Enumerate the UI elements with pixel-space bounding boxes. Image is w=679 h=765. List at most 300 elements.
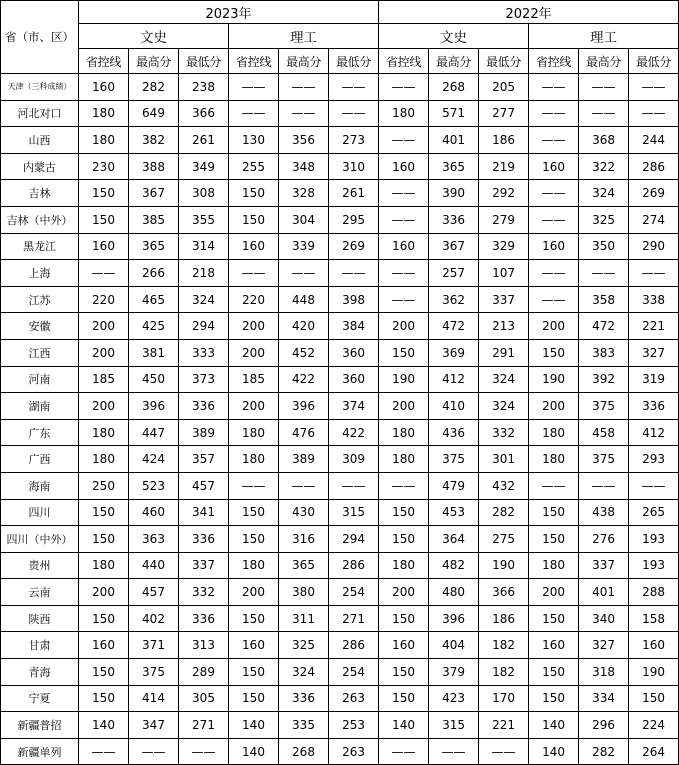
score-cell: 339 — [279, 233, 329, 260]
score-cell: —— — [279, 74, 329, 101]
score-cell: 448 — [279, 286, 329, 313]
score-cell: 438 — [579, 499, 629, 526]
score-cell: 200 — [379, 393, 429, 420]
score-cell: 286 — [629, 153, 679, 180]
score-cell: 140 — [229, 712, 279, 739]
province-cell: 吉林（中外） — [1, 206, 79, 233]
score-cell: 180 — [229, 419, 279, 446]
score-cell: —— — [629, 472, 679, 499]
score-cell: 271 — [179, 712, 229, 739]
score-cell: 336 — [179, 526, 229, 553]
score-cell: 350 — [579, 233, 629, 260]
score-cell: 186 — [479, 127, 529, 154]
score-cell: 160 — [629, 632, 679, 659]
score-cell: —— — [279, 472, 329, 499]
score-cell: 374 — [329, 393, 379, 420]
score-cell: 220 — [79, 286, 129, 313]
score-cell: —— — [329, 74, 379, 101]
score-cell: 150 — [79, 180, 129, 207]
province-cell: 内蒙古 — [1, 153, 79, 180]
score-cell: 150 — [529, 526, 579, 553]
score-cell: —— — [379, 74, 429, 101]
score-cell: 336 — [429, 206, 479, 233]
score-cell: 294 — [329, 526, 379, 553]
score-cell: 140 — [229, 738, 279, 765]
score-cell: 381 — [129, 339, 179, 366]
score-cell: 401 — [429, 127, 479, 154]
province-cell: 江西 — [1, 339, 79, 366]
score-cell: 273 — [329, 127, 379, 154]
score-cell: 380 — [279, 579, 329, 606]
score-cell: —— — [329, 100, 379, 127]
table-row — [1, 738, 679, 765]
score-cell: 160 — [229, 632, 279, 659]
province-cell: 宁夏 — [1, 685, 79, 712]
score-cell: —— — [229, 260, 279, 287]
score-cell: 523 — [129, 472, 179, 499]
table-body — [1, 74, 679, 765]
score-cell: 414 — [129, 685, 179, 712]
score-cell: 180 — [379, 552, 429, 579]
score-cell: 158 — [629, 605, 679, 632]
score-cell: 150 — [379, 605, 429, 632]
score-cell: 332 — [479, 419, 529, 446]
score-cell: 649 — [129, 100, 179, 127]
score-cell: 160 — [529, 153, 579, 180]
score-cell: 328 — [279, 180, 329, 207]
table-row — [1, 74, 679, 101]
score-cell: 180 — [529, 419, 579, 446]
score-cell: 360 — [329, 366, 379, 393]
score-cell: 453 — [429, 499, 479, 526]
score-cell: —— — [79, 738, 129, 765]
score-cell: 308 — [179, 180, 229, 207]
table-row — [1, 632, 679, 659]
score-cell: 282 — [129, 74, 179, 101]
score-cell: 324 — [579, 180, 629, 207]
province-cell: 海南 — [1, 472, 79, 499]
score-cell: 322 — [579, 153, 629, 180]
score-cell: 311 — [279, 605, 329, 632]
score-cell: 200 — [229, 339, 279, 366]
score-cell: 305 — [179, 685, 229, 712]
score-cell: 238 — [179, 74, 229, 101]
score-cell: 293 — [629, 446, 679, 473]
score-cell: 367 — [429, 233, 479, 260]
score-cell: 375 — [429, 446, 479, 473]
score-cell: 150 — [529, 499, 579, 526]
score-cell: 150 — [529, 685, 579, 712]
column-header-min-score: 最低分 — [629, 49, 679, 74]
score-cell: 150 — [379, 685, 429, 712]
score-cell: —— — [429, 738, 479, 765]
score-cell: 314 — [179, 233, 229, 260]
table-row — [1, 552, 679, 579]
score-cell: —— — [79, 260, 129, 287]
province-cell: 甘肃 — [1, 632, 79, 659]
province-cell: 贵州 — [1, 552, 79, 579]
score-cell: 230 — [79, 153, 129, 180]
column-header-control-line: 省控线 — [79, 49, 129, 74]
category-science-2023: 理工 — [229, 24, 379, 49]
score-cell: 271 — [329, 605, 379, 632]
score-cell: 324 — [179, 286, 229, 313]
score-cell: 200 — [229, 313, 279, 340]
province-cell: 黑龙江 — [1, 233, 79, 260]
score-cell: —— — [329, 260, 379, 287]
score-cell: 180 — [379, 100, 429, 127]
table-row — [1, 313, 679, 340]
score-cell: 368 — [579, 127, 629, 154]
score-cell: 338 — [629, 286, 679, 313]
province-cell: 山西 — [1, 127, 79, 154]
column-header-control-line: 省控线 — [529, 49, 579, 74]
score-cell: —— — [229, 74, 279, 101]
score-cell: 180 — [79, 419, 129, 446]
score-cell: —— — [379, 127, 429, 154]
score-cell: 160 — [379, 153, 429, 180]
score-cell: 396 — [429, 605, 479, 632]
score-cell: 200 — [79, 339, 129, 366]
score-cell: 333 — [179, 339, 229, 366]
score-cell: 221 — [629, 313, 679, 340]
score-cell: 150 — [79, 526, 129, 553]
province-cell: 广东 — [1, 419, 79, 446]
score-cell: 140 — [79, 712, 129, 739]
score-cell: 160 — [379, 233, 429, 260]
score-cell: 347 — [129, 712, 179, 739]
score-cell: 264 — [629, 738, 679, 765]
province-column-header: 省（市、区） — [1, 1, 79, 74]
score-cell: —— — [579, 74, 629, 101]
score-cell: 436 — [429, 419, 479, 446]
score-cell: 180 — [79, 100, 129, 127]
table-row — [1, 286, 679, 313]
score-cell: 336 — [179, 393, 229, 420]
score-cell: —— — [529, 180, 579, 207]
score-cell: 150 — [379, 526, 429, 553]
score-cell: 190 — [529, 366, 579, 393]
score-cell: 412 — [629, 419, 679, 446]
score-cell: 335 — [279, 712, 329, 739]
score-cell: —— — [579, 472, 629, 499]
score-cell: 440 — [129, 552, 179, 579]
score-cell: —— — [379, 260, 429, 287]
score-cell: 282 — [479, 499, 529, 526]
score-cell: —— — [379, 286, 429, 313]
score-cell: 213 — [479, 313, 529, 340]
score-cell: 180 — [79, 127, 129, 154]
score-cell: —— — [179, 738, 229, 765]
score-cell: 277 — [479, 100, 529, 127]
score-cell: 150 — [229, 499, 279, 526]
score-cell: 336 — [179, 605, 229, 632]
score-cell: 366 — [179, 100, 229, 127]
year-header-row — [1, 1, 679, 24]
score-cell: 452 — [279, 339, 329, 366]
score-cell: 412 — [429, 366, 479, 393]
column-header-min-score: 最低分 — [329, 49, 379, 74]
score-cell: 190 — [379, 366, 429, 393]
score-cell: 254 — [329, 659, 379, 686]
score-cell: 193 — [629, 526, 679, 553]
score-cell: 364 — [429, 526, 479, 553]
table-row — [1, 206, 679, 233]
score-cell: 360 — [329, 339, 379, 366]
score-cell: 140 — [529, 712, 579, 739]
score-cell: 340 — [579, 605, 629, 632]
score-cell: 180 — [79, 446, 129, 473]
score-cell: 200 — [529, 313, 579, 340]
score-cell: 316 — [279, 526, 329, 553]
score-cell: 385 — [129, 206, 179, 233]
score-cell: 160 — [79, 233, 129, 260]
score-cell: 180 — [229, 446, 279, 473]
score-cell: 150 — [379, 499, 429, 526]
score-cell: 150 — [229, 659, 279, 686]
score-cell: 337 — [479, 286, 529, 313]
table-row — [1, 446, 679, 473]
score-cell: 313 — [179, 632, 229, 659]
score-cell: 160 — [529, 233, 579, 260]
category-science-2022: 理工 — [529, 24, 679, 49]
score-cell: 268 — [279, 738, 329, 765]
score-cell: 363 — [129, 526, 179, 553]
score-cell: 384 — [329, 313, 379, 340]
score-cell: 458 — [579, 419, 629, 446]
score-cell: —— — [529, 74, 579, 101]
score-cell: 263 — [329, 738, 379, 765]
table-row — [1, 712, 679, 739]
score-cell: 389 — [179, 419, 229, 446]
score-cell: —— — [329, 472, 379, 499]
score-cell: 200 — [229, 579, 279, 606]
table-row — [1, 472, 679, 499]
score-cell: 160 — [529, 632, 579, 659]
table-row — [1, 685, 679, 712]
score-cell: 482 — [429, 552, 479, 579]
score-cell: 304 — [279, 206, 329, 233]
province-cell: 广西 — [1, 446, 79, 473]
score-cell: 358 — [579, 286, 629, 313]
score-cell: 402 — [129, 605, 179, 632]
score-cell: 274 — [629, 206, 679, 233]
score-cell: 140 — [529, 738, 579, 765]
score-cell: 130 — [229, 127, 279, 154]
score-cell: 150 — [529, 605, 579, 632]
score-cell: —— — [129, 738, 179, 765]
score-cell: 348 — [279, 153, 329, 180]
score-cell: 255 — [229, 153, 279, 180]
score-cell: 447 — [129, 419, 179, 446]
score-cell: 160 — [229, 233, 279, 260]
score-cell: 315 — [329, 499, 379, 526]
score-cell: 150 — [529, 339, 579, 366]
column-header-max-score: 最高分 — [579, 49, 629, 74]
score-cell: 327 — [579, 632, 629, 659]
score-cell: —— — [279, 100, 329, 127]
score-cell: 253 — [329, 712, 379, 739]
score-cell: —— — [629, 74, 679, 101]
score-cell: 423 — [429, 685, 479, 712]
score-cell: 150 — [229, 685, 279, 712]
score-cell: 266 — [129, 260, 179, 287]
score-cell: 301 — [479, 446, 529, 473]
score-cell: 389 — [279, 446, 329, 473]
table-row — [1, 100, 679, 127]
score-cell: 261 — [329, 180, 379, 207]
score-cell: 160 — [79, 74, 129, 101]
score-cell: 404 — [429, 632, 479, 659]
score-cell: 571 — [429, 100, 479, 127]
score-cell: 190 — [629, 659, 679, 686]
province-cell: 陕西 — [1, 605, 79, 632]
score-cell: 279 — [479, 206, 529, 233]
score-cell: 396 — [279, 393, 329, 420]
score-cell: 369 — [429, 339, 479, 366]
score-cell: 294 — [179, 313, 229, 340]
score-cell: 150 — [229, 605, 279, 632]
score-cell: 269 — [329, 233, 379, 260]
score-cell: 315 — [429, 712, 479, 739]
score-cell: 250 — [79, 472, 129, 499]
score-cell: 365 — [429, 153, 479, 180]
score-cell: 375 — [579, 393, 629, 420]
score-cell: 410 — [429, 393, 479, 420]
table-header — [1, 1, 679, 74]
score-cell: 182 — [479, 632, 529, 659]
score-cell: 367 — [129, 180, 179, 207]
score-cell: —— — [529, 472, 579, 499]
table-row — [1, 153, 679, 180]
score-cell: 292 — [479, 180, 529, 207]
score-cell: 472 — [579, 313, 629, 340]
score-cell: —— — [529, 127, 579, 154]
score-cell: 276 — [579, 526, 629, 553]
score-cell: 200 — [229, 393, 279, 420]
column-header-control-line: 省控线 — [229, 49, 279, 74]
year-2023-header: 2023年 — [79, 1, 379, 24]
score-cell: 180 — [379, 446, 429, 473]
score-cell: 476 — [279, 419, 329, 446]
score-cell: 290 — [629, 233, 679, 260]
year-2022-header: 2022年 — [379, 1, 679, 24]
score-cell: 140 — [379, 712, 429, 739]
score-cell: 263 — [329, 685, 379, 712]
score-cell: 319 — [629, 366, 679, 393]
score-cell: 388 — [129, 153, 179, 180]
score-cell: 430 — [279, 499, 329, 526]
score-cell: —— — [379, 472, 429, 499]
score-cell: 336 — [629, 393, 679, 420]
score-cell: 480 — [429, 579, 479, 606]
score-cell: 275 — [479, 526, 529, 553]
score-cell: 224 — [629, 712, 679, 739]
score-cell: 219 — [479, 153, 529, 180]
table-row — [1, 526, 679, 553]
score-cell: 200 — [379, 579, 429, 606]
score-cell: 150 — [629, 685, 679, 712]
score-cell: —— — [379, 180, 429, 207]
table-row — [1, 127, 679, 154]
score-cell: 291 — [479, 339, 529, 366]
score-cell: —— — [229, 472, 279, 499]
province-cell: 河南 — [1, 366, 79, 393]
score-cell: 180 — [379, 419, 429, 446]
score-cell: 392 — [579, 366, 629, 393]
column-header-max-score: 最高分 — [279, 49, 329, 74]
score-cell: 193 — [629, 552, 679, 579]
score-cell: 424 — [129, 446, 179, 473]
score-cell: 295 — [329, 206, 379, 233]
province-cell: 青海 — [1, 659, 79, 686]
score-cell: 182 — [479, 659, 529, 686]
province-cell: 江苏 — [1, 286, 79, 313]
score-cell: 170 — [479, 685, 529, 712]
score-cell: 457 — [129, 579, 179, 606]
score-cell: 150 — [229, 180, 279, 207]
score-cell: 200 — [79, 579, 129, 606]
score-cell: 180 — [229, 552, 279, 579]
column-header-min-score: 最低分 — [479, 49, 529, 74]
score-cell: 190 — [479, 552, 529, 579]
score-cell: 334 — [579, 685, 629, 712]
score-cell: 329 — [479, 233, 529, 260]
province-cell: 湖南 — [1, 393, 79, 420]
score-cell: 186 — [479, 605, 529, 632]
score-cell: 432 — [479, 472, 529, 499]
score-cell: 325 — [579, 206, 629, 233]
province-cell: 四川 — [1, 499, 79, 526]
score-cell: —— — [529, 100, 579, 127]
province-cell: 吉林 — [1, 180, 79, 207]
table-row — [1, 419, 679, 446]
score-cell: 160 — [79, 632, 129, 659]
score-cell: 375 — [579, 446, 629, 473]
table-row — [1, 233, 679, 260]
score-cell: 472 — [429, 313, 479, 340]
score-cell: 185 — [229, 366, 279, 393]
score-cell: 200 — [79, 313, 129, 340]
score-cell: 200 — [529, 393, 579, 420]
score-cell: 265 — [629, 499, 679, 526]
score-cell: —— — [629, 100, 679, 127]
score-cell: 390 — [429, 180, 479, 207]
score-cell: 401 — [579, 579, 629, 606]
score-cell: 286 — [329, 632, 379, 659]
score-cell: —— — [279, 260, 329, 287]
score-cell: 309 — [329, 446, 379, 473]
score-cell: 398 — [329, 286, 379, 313]
score-cell: 365 — [279, 552, 329, 579]
table-row — [1, 659, 679, 686]
score-cell: 150 — [79, 206, 129, 233]
score-cell: 362 — [429, 286, 479, 313]
score-cell: 150 — [229, 526, 279, 553]
province-cell: 天津（三科成绩） — [1, 74, 79, 101]
score-cell: 365 — [129, 233, 179, 260]
score-cell: 373 — [179, 366, 229, 393]
column-header-control-line: 省控线 — [379, 49, 429, 74]
score-cell: 396 — [129, 393, 179, 420]
score-cell: 269 — [629, 180, 679, 207]
category-liberal-arts-2023: 文史 — [79, 24, 229, 49]
column-header-max-score: 最高分 — [129, 49, 179, 74]
score-cell: 150 — [229, 206, 279, 233]
table-row — [1, 499, 679, 526]
score-cell: 180 — [529, 446, 579, 473]
score-cell: —— — [229, 100, 279, 127]
